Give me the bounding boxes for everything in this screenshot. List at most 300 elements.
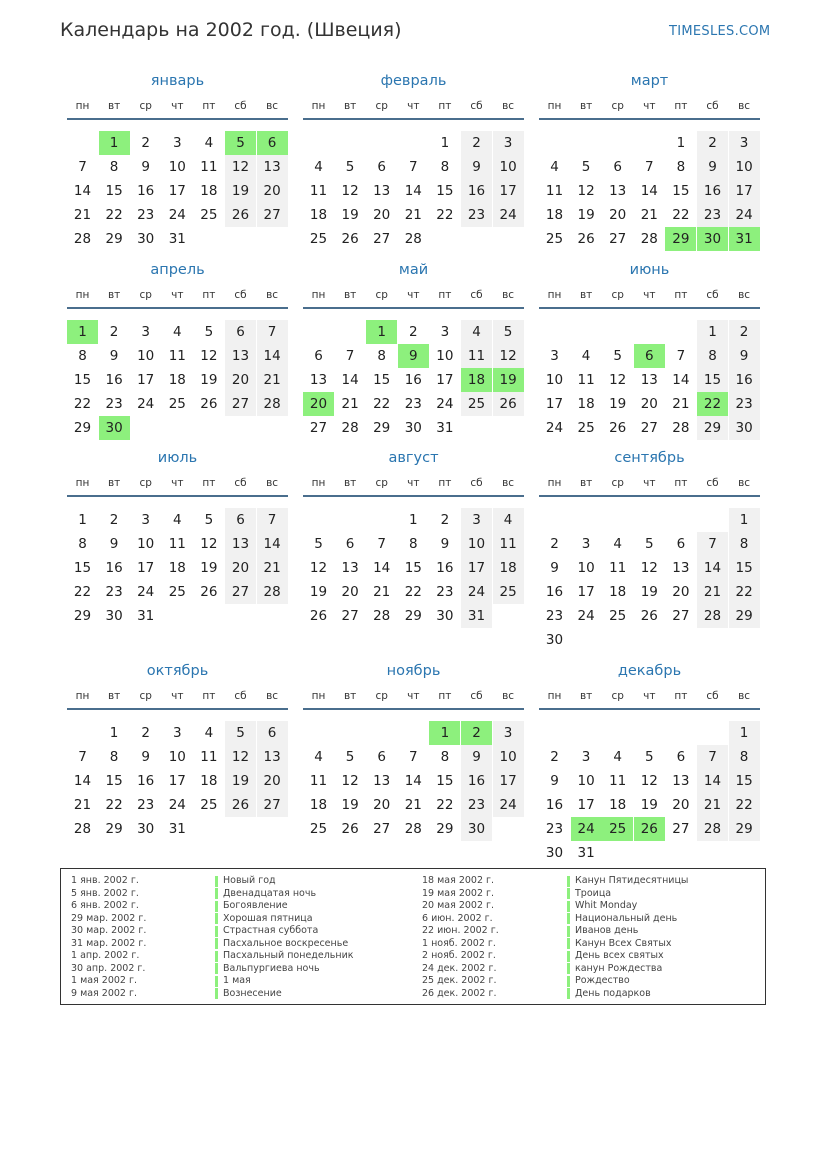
legend-date: 6 июн. 2002 г. xyxy=(422,912,493,924)
day-cell: 22 xyxy=(373,396,391,412)
day-cell: 18 xyxy=(309,207,328,223)
day-cell: 8 xyxy=(697,344,728,368)
day-cell: 14 xyxy=(697,769,728,793)
day-cell: 17 xyxy=(493,179,524,203)
day-cell: 15 xyxy=(73,560,92,576)
day-cell: 2 xyxy=(141,135,150,151)
day-cell: 15 xyxy=(373,372,391,388)
day-cell: 10 xyxy=(577,560,595,576)
header-rule xyxy=(539,708,760,710)
day-cell: 31 xyxy=(461,604,492,628)
day-cell: 2 xyxy=(697,131,728,155)
weekday-header: чт xyxy=(643,690,656,702)
day-cell: 25 xyxy=(493,580,524,604)
day-cell: 18 xyxy=(309,797,328,813)
header-rule xyxy=(539,495,760,497)
day-cell: 21 xyxy=(672,396,690,412)
day-cell: 24 xyxy=(137,584,155,600)
day-cell: 21 xyxy=(373,584,391,600)
day-cell: 10 xyxy=(493,745,524,769)
weekday-header: вс xyxy=(266,289,279,301)
day-cell: 11 xyxy=(309,183,328,199)
day-cell: 16 xyxy=(105,560,123,576)
holiday-day-cell: 1 xyxy=(67,320,98,344)
day-cell: 28 xyxy=(73,231,92,247)
brand-link[interactable]: TIMESLES.COM xyxy=(669,24,771,39)
day-cell: 10 xyxy=(168,159,186,175)
day-cell: 14 xyxy=(404,773,422,789)
day-cell: 16 xyxy=(697,179,728,203)
day-cell: 23 xyxy=(105,584,123,600)
month-name: январь xyxy=(150,73,205,89)
weekday-header: сб xyxy=(470,289,483,301)
day-cell: 25 xyxy=(200,797,218,813)
day-cell: 7 xyxy=(409,749,418,765)
day-cell: 17 xyxy=(729,179,760,203)
day-cell: 26 xyxy=(225,203,256,227)
day-cell: 5 xyxy=(613,348,622,364)
month-name: июль xyxy=(157,450,198,466)
legend-date: 5 янв. 2002 г. xyxy=(71,887,139,899)
legend-color-marker xyxy=(567,988,570,999)
day-cell: 11 xyxy=(493,532,524,556)
day-cell: 26 xyxy=(341,821,359,837)
legend-holiday-name: Страстная суббота xyxy=(223,925,319,936)
day-cell: 20 xyxy=(609,207,627,223)
day-cell: 16 xyxy=(461,179,492,203)
holiday-day-cell: 30 xyxy=(697,227,728,251)
day-cell: 9 xyxy=(550,560,559,576)
day-cell: 6 xyxy=(225,320,256,344)
day-cell: 27 xyxy=(257,203,288,227)
day-cell: 12 xyxy=(225,745,256,769)
legend-color-marker xyxy=(567,951,570,962)
weekday-header: ср xyxy=(611,100,624,112)
day-cell: 19 xyxy=(341,207,359,223)
day-cell: 7 xyxy=(697,745,728,769)
day-cell: 30 xyxy=(729,416,760,440)
day-cell: 9 xyxy=(550,773,559,789)
legend-color-marker xyxy=(215,888,218,899)
day-cell: 15 xyxy=(404,560,422,576)
weekday-header: пн xyxy=(547,690,562,702)
legend-color-marker xyxy=(215,976,218,987)
day-cell: 7 xyxy=(676,348,686,364)
day-cell: 3 xyxy=(461,508,492,532)
day-cell: 21 xyxy=(257,368,288,392)
day-cell: 12 xyxy=(640,773,658,789)
day-cell: 14 xyxy=(73,183,92,199)
day-cell: 10 xyxy=(577,773,595,789)
weekday-header: вс xyxy=(266,100,279,112)
day-cell: 22 xyxy=(672,207,690,223)
legend-holiday-name: Новый год xyxy=(223,875,276,886)
holiday-day-cell: 24 xyxy=(571,817,602,841)
day-cell: 11 xyxy=(545,183,564,199)
day-cell: 2 xyxy=(440,512,450,528)
holiday-day-cell: 22 xyxy=(697,392,728,416)
weekday-header: сб xyxy=(234,690,247,702)
day-cell: 3 xyxy=(493,131,524,155)
legend-color-marker xyxy=(215,963,218,974)
day-cell: 29 xyxy=(73,420,92,436)
day-cell: 14 xyxy=(257,344,288,368)
weekday-header: пн xyxy=(311,289,326,301)
day-cell: 12 xyxy=(341,183,359,199)
weekday-header: вт xyxy=(343,289,357,301)
day-cell: 8 xyxy=(729,532,760,556)
day-cell: 17 xyxy=(436,372,454,388)
day-cell: 28 xyxy=(341,420,359,436)
day-cell: 13 xyxy=(225,532,256,556)
legend-color-marker xyxy=(567,963,570,974)
weekday-header: вс xyxy=(502,289,515,301)
month-name: апрель xyxy=(150,262,205,278)
day-cell: 12 xyxy=(309,560,328,576)
holiday-day-cell: 9 xyxy=(398,344,429,368)
holiday-legend xyxy=(60,868,766,1005)
day-cell: 20 xyxy=(672,797,690,813)
day-cell: 19 xyxy=(225,769,256,793)
weekday-header: чт xyxy=(407,690,420,702)
legend-holiday-name: Богоявление xyxy=(223,900,288,911)
day-cell: 21 xyxy=(404,207,422,223)
day-cell: 18 xyxy=(200,183,218,199)
day-cell: 11 xyxy=(577,372,595,388)
day-cell: 9 xyxy=(461,155,492,179)
holiday-day-cell: 19 xyxy=(493,368,524,392)
day-cell: 26 xyxy=(200,396,218,412)
day-cell: 5 xyxy=(314,536,323,552)
month-name: сентябрь xyxy=(614,450,685,466)
day-cell: 21 xyxy=(257,556,288,580)
day-cell: 22 xyxy=(73,584,92,600)
day-cell: 8 xyxy=(440,159,450,175)
legend-color-marker xyxy=(567,888,570,899)
day-cell: 19 xyxy=(200,372,218,388)
legend-color-marker xyxy=(215,901,218,912)
day-cell: 4 xyxy=(581,348,591,364)
day-cell: 19 xyxy=(341,797,359,813)
day-cell: 27 xyxy=(640,420,658,436)
weekday-header: пн xyxy=(311,100,326,112)
day-cell: 8 xyxy=(78,536,87,552)
legend-date: 19 мая 2002 г. xyxy=(422,887,495,899)
header-rule xyxy=(303,118,524,120)
legend-holiday-name: Рождество xyxy=(575,975,630,986)
legend-holiday-name: Whit Monday xyxy=(575,900,638,911)
weekday-header: пт xyxy=(674,289,688,301)
weekday-header: пн xyxy=(75,100,90,112)
legend-date: 20 мая 2002 г. xyxy=(422,900,495,911)
day-cell: 14 xyxy=(640,183,658,199)
day-cell: 6 xyxy=(377,159,386,175)
weekday-header: ср xyxy=(375,477,388,489)
day-cell: 3 xyxy=(550,348,559,364)
header-rule xyxy=(539,118,760,120)
day-cell: 5 xyxy=(345,159,355,175)
holiday-day-cell: 30 xyxy=(99,416,130,440)
weekday-header: пн xyxy=(75,690,90,702)
day-cell: 20 xyxy=(672,584,690,600)
day-cell: 6 xyxy=(314,348,323,364)
month-name: июнь xyxy=(629,262,670,278)
day-cell: 28 xyxy=(404,821,422,837)
weekday-header: сб xyxy=(234,100,247,112)
holiday-day-cell: 1 xyxy=(429,721,460,745)
day-cell: 16 xyxy=(404,372,422,388)
day-cell: 3 xyxy=(493,721,524,745)
holiday-day-cell: 31 xyxy=(729,227,760,251)
day-cell: 18 xyxy=(609,584,627,600)
weekday-header: вс xyxy=(738,100,751,112)
day-cell: 6 xyxy=(257,721,288,745)
day-cell: 19 xyxy=(225,179,256,203)
day-cell: 29 xyxy=(436,821,454,837)
holiday-day-cell: 6 xyxy=(634,344,665,368)
day-cell: 26 xyxy=(577,231,595,247)
day-cell: 14 xyxy=(73,773,92,789)
day-cell: 21 xyxy=(404,797,422,813)
day-cell: 29 xyxy=(105,821,123,837)
header-rule xyxy=(67,118,288,120)
weekday-header: пт xyxy=(202,289,216,301)
holiday-day-cell: 26 xyxy=(634,817,665,841)
weekday-header: чт xyxy=(171,100,184,112)
weekday-header: сб xyxy=(706,289,719,301)
day-cell: 1 xyxy=(409,512,418,528)
weekday-header: вт xyxy=(579,100,593,112)
legend-color-marker xyxy=(567,976,570,987)
weekday-header: чт xyxy=(171,477,184,489)
weekday-header: пн xyxy=(75,477,90,489)
day-cell: 1 xyxy=(109,725,119,741)
day-cell: 14 xyxy=(373,560,391,576)
holiday-day-cell: 29 xyxy=(665,227,696,251)
day-cell: 8 xyxy=(440,749,450,765)
day-cell: 17 xyxy=(137,372,155,388)
day-cell: 27 xyxy=(672,608,690,624)
weekday-header: вт xyxy=(343,100,357,112)
holiday-day-cell: 20 xyxy=(303,392,334,416)
legend-color-marker xyxy=(215,876,218,887)
day-cell: 10 xyxy=(168,749,186,765)
day-cell: 11 xyxy=(609,560,627,576)
day-cell: 25 xyxy=(309,231,328,247)
legend-date: 24 дек. 2002 г. xyxy=(422,962,497,974)
weekday-header: чт xyxy=(171,289,184,301)
day-cell: 1 xyxy=(729,508,760,532)
weekday-header: ср xyxy=(611,477,624,489)
legend-color-marker xyxy=(215,951,218,962)
day-cell: 4 xyxy=(550,159,559,175)
legend-holiday-name: Национальный день xyxy=(575,912,678,924)
day-cell: 31 xyxy=(168,231,186,247)
day-cell: 31 xyxy=(168,821,186,837)
day-cell: 9 xyxy=(141,159,150,175)
weekday-header: пн xyxy=(75,289,90,301)
day-cell: 15 xyxy=(73,372,92,388)
day-cell: 27 xyxy=(373,231,391,247)
day-cell: 6 xyxy=(377,749,386,765)
day-cell: 30 xyxy=(461,817,492,841)
holiday-day-cell: 1 xyxy=(99,131,130,155)
day-cell: 16 xyxy=(436,560,454,576)
header-rule xyxy=(67,708,288,710)
day-cell: 8 xyxy=(377,348,386,364)
day-cell: 31 xyxy=(577,845,595,861)
holiday-day-cell: 1 xyxy=(366,320,397,344)
day-cell: 28 xyxy=(697,817,728,841)
weekday-header: вт xyxy=(343,690,357,702)
day-cell: 21 xyxy=(697,580,728,604)
day-cell: 19 xyxy=(640,584,658,600)
day-cell: 17 xyxy=(168,773,186,789)
day-cell: 18 xyxy=(545,207,564,223)
day-cell: 3 xyxy=(440,324,450,340)
day-cell: 2 xyxy=(109,324,119,340)
day-cell: 5 xyxy=(645,749,654,765)
holiday-day-cell: 6 xyxy=(257,131,288,155)
day-cell: 22 xyxy=(105,207,123,223)
legend-date: 1 нояб. 2002 г. xyxy=(422,937,496,949)
weekday-header: ср xyxy=(611,690,624,702)
month-name: октябрь xyxy=(146,663,209,679)
legend-color-marker xyxy=(567,913,570,924)
day-cell: 15 xyxy=(697,368,728,392)
day-cell: 24 xyxy=(137,396,155,412)
weekday-header: вс xyxy=(502,100,515,112)
day-cell: 8 xyxy=(729,745,760,769)
day-cell: 27 xyxy=(373,821,391,837)
holiday-day-cell: 25 xyxy=(602,817,633,841)
day-cell: 17 xyxy=(493,769,524,793)
weekday-header: вс xyxy=(502,690,515,702)
day-cell: 7 xyxy=(345,348,355,364)
legend-color-marker xyxy=(567,926,570,937)
day-cell: 12 xyxy=(577,183,595,199)
day-cell: 17 xyxy=(577,797,595,813)
day-cell: 3 xyxy=(581,749,591,765)
day-cell: 28 xyxy=(697,604,728,628)
day-cell: 7 xyxy=(257,320,288,344)
day-cell: 2 xyxy=(409,324,418,340)
day-cell: 5 xyxy=(225,721,256,745)
legend-color-marker xyxy=(215,926,218,937)
day-cell: 24 xyxy=(493,793,524,817)
day-cell: 23 xyxy=(105,396,123,412)
day-cell: 29 xyxy=(404,608,422,624)
weekday-header: вт xyxy=(579,477,593,489)
day-cell: 22 xyxy=(436,797,454,813)
day-cell: 3 xyxy=(141,512,150,528)
day-cell: 15 xyxy=(729,556,760,580)
legend-holiday-name: Вальпургиева ночь xyxy=(223,962,320,974)
day-cell: 6 xyxy=(345,536,355,552)
day-cell: 11 xyxy=(200,159,218,175)
day-cell: 3 xyxy=(729,131,760,155)
day-cell: 26 xyxy=(200,584,218,600)
day-cell: 7 xyxy=(645,159,654,175)
weekday-header: ср xyxy=(375,289,388,301)
day-cell: 29 xyxy=(373,420,391,436)
weekday-header: чт xyxy=(407,100,420,112)
day-cell: 16 xyxy=(137,183,155,199)
day-cell: 15 xyxy=(436,183,454,199)
weekday-header: пт xyxy=(674,100,688,112)
day-cell: 4 xyxy=(493,508,524,532)
day-cell: 9 xyxy=(141,749,150,765)
weekday-header: чт xyxy=(407,477,420,489)
day-cell: 7 xyxy=(409,159,418,175)
day-cell: 23 xyxy=(461,793,492,817)
day-cell: 21 xyxy=(341,396,359,412)
day-cell: 25 xyxy=(461,392,492,416)
weekday-header: пт xyxy=(438,477,452,489)
day-cell: 8 xyxy=(109,159,119,175)
day-cell: 24 xyxy=(545,420,564,436)
day-cell: 29 xyxy=(697,416,728,440)
day-cell: 28 xyxy=(257,580,288,604)
weekday-header: пт xyxy=(438,100,452,112)
day-cell: 19 xyxy=(200,560,218,576)
day-cell: 14 xyxy=(341,372,359,388)
day-cell: 1 xyxy=(729,721,760,745)
legend-date: 31 мар. 2002 г. xyxy=(71,937,147,949)
weekday-header: вс xyxy=(266,477,279,489)
day-cell: 23 xyxy=(697,203,728,227)
day-cell: 9 xyxy=(729,344,760,368)
day-cell: 18 xyxy=(577,396,595,412)
weekday-header: вт xyxy=(107,690,121,702)
day-cell: 3 xyxy=(581,536,591,552)
day-cell: 14 xyxy=(672,372,690,388)
day-cell: 25 xyxy=(609,608,627,624)
legend-holiday-name: Пасхальный понедельник xyxy=(223,950,354,961)
day-cell: 25 xyxy=(168,396,186,412)
legend-date: 1 апр. 2002 г. xyxy=(71,950,140,961)
day-cell: 22 xyxy=(105,797,123,813)
day-cell: 29 xyxy=(73,608,92,624)
day-cell: 9 xyxy=(697,155,728,179)
day-cell: 4 xyxy=(314,749,323,765)
weekday-header: вт xyxy=(107,477,121,489)
weekday-header: пн xyxy=(547,477,562,489)
day-cell: 13 xyxy=(225,344,256,368)
day-cell: 11 xyxy=(200,749,218,765)
day-cell: 26 xyxy=(225,793,256,817)
day-cell: 3 xyxy=(173,725,182,741)
day-cell: 4 xyxy=(173,324,182,340)
day-cell: 7 xyxy=(78,749,87,765)
weekday-header: пт xyxy=(202,690,216,702)
weekday-header: чт xyxy=(643,100,656,112)
day-cell: 1 xyxy=(440,135,450,151)
day-cell: 23 xyxy=(545,821,564,837)
day-cell: 20 xyxy=(257,769,288,793)
legend-date: 30 апр. 2002 г. xyxy=(71,962,146,974)
day-cell: 30 xyxy=(436,608,454,624)
day-cell: 19 xyxy=(640,797,658,813)
weekday-header: ср xyxy=(375,100,388,112)
day-cell: 24 xyxy=(729,203,760,227)
day-cell: 5 xyxy=(204,512,214,528)
day-cell: 2 xyxy=(141,725,150,741)
weekday-header: сб xyxy=(706,100,719,112)
weekday-header: пт xyxy=(438,690,452,702)
day-cell: 19 xyxy=(577,207,595,223)
day-cell: 5 xyxy=(345,749,355,765)
